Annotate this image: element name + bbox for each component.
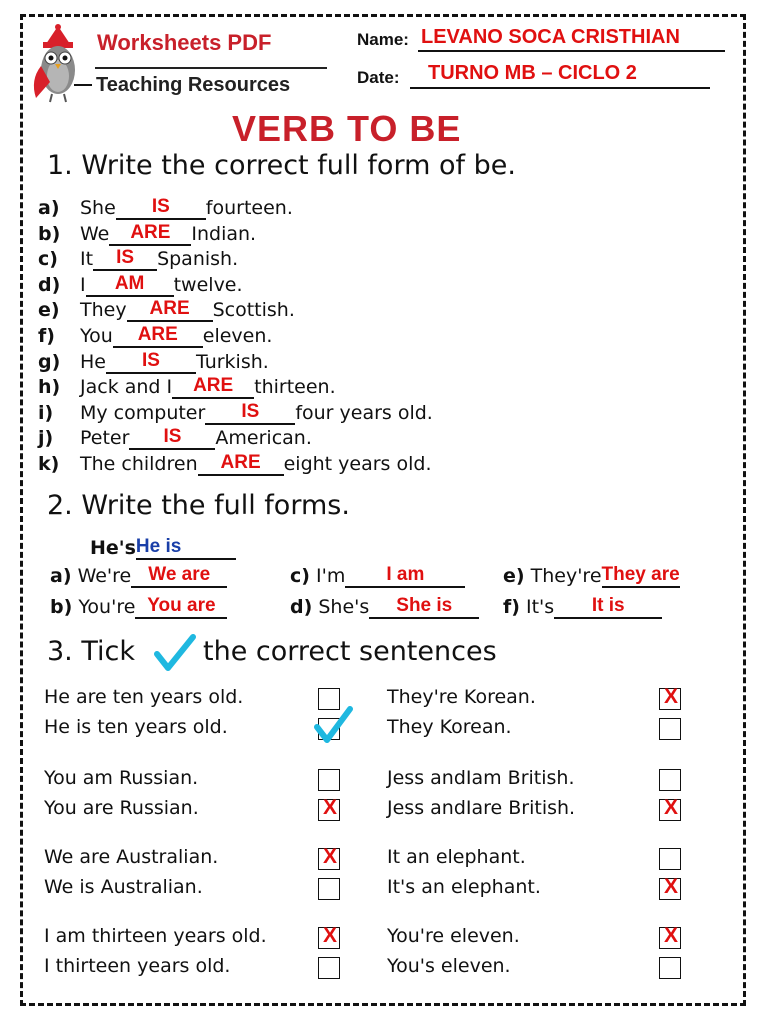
item-answer[interactable]: ARE <box>198 454 284 476</box>
exercise3-heading-end: the correct sentences <box>203 636 497 667</box>
checkbox[interactable] <box>318 718 340 740</box>
item-before: You <box>80 325 113 347</box>
exercise1-item <box>38 375 336 401</box>
checkbox[interactable] <box>318 769 340 791</box>
page-title: VERB TO BE <box>232 108 462 149</box>
item-after: American. <box>215 427 312 450</box>
exercise2-item <box>50 565 227 590</box>
item-before: He <box>80 350 106 373</box>
item-after: four years old. <box>295 401 433 424</box>
item-answer[interactable]: We are <box>131 566 227 588</box>
item-answer[interactable]: They are <box>602 566 680 588</box>
item-answer[interactable]: IS <box>129 428 215 450</box>
checkbox[interactable] <box>318 924 340 949</box>
checkbox[interactable] <box>659 848 681 870</box>
item-after: Indian. <box>191 222 257 245</box>
item-letter: d) <box>38 273 61 296</box>
item-answer[interactable]: ARE <box>172 377 254 399</box>
x-mark-icon: X <box>322 924 337 947</box>
x-mark-icon: X <box>663 685 678 708</box>
item-letter: j) <box>38 427 54 450</box>
exercise1-item <box>38 324 272 350</box>
sentence-right: They Korean. <box>387 716 512 738</box>
item-letter: g) <box>38 350 61 373</box>
sentence-right: It's an elephant. <box>387 876 541 898</box>
sentence-left: We are Australian. <box>44 846 219 868</box>
sentence-right: Jess andIare British. <box>387 797 576 819</box>
item-prompt: We're <box>77 565 132 587</box>
item-answer[interactable]: ARE <box>113 326 203 348</box>
example-answer: He is <box>136 538 236 560</box>
item-prompt: She's <box>318 596 370 618</box>
sentence-right: Jess andIam British. <box>387 767 575 789</box>
x-mark-icon: X <box>663 924 678 947</box>
date-label: Date: <box>357 68 400 87</box>
item-before: They <box>80 299 127 322</box>
item-prompt: They're <box>530 565 602 587</box>
item-before: Peter <box>80 427 130 450</box>
checkbox[interactable] <box>659 685 681 710</box>
name-value: LEVANO SOCA CRISTHIAN <box>421 26 680 48</box>
example-item <box>90 537 236 562</box>
sentence-left: He are ten years old. <box>44 686 244 708</box>
item-after: thirteen. <box>254 376 336 399</box>
item-prompt: You're <box>78 596 136 618</box>
item-before: She <box>80 197 116 219</box>
exercise2-item <box>290 596 479 621</box>
item-answer[interactable]: IS <box>93 249 157 271</box>
item-after: eleven. <box>202 325 273 347</box>
item-letter: e) <box>503 565 525 587</box>
item-after: Scottish. <box>212 299 295 322</box>
item-after: twelve. <box>173 273 243 296</box>
item-after: eight years old. <box>283 453 432 475</box>
checkbox[interactable] <box>659 875 681 900</box>
checkbox[interactable] <box>318 957 340 979</box>
item-letter: a) <box>50 565 72 587</box>
item-letter: b) <box>50 596 73 618</box>
item-answer[interactable]: AM <box>86 275 174 297</box>
item-prompt: I'm <box>316 565 346 587</box>
exercise1-item <box>38 298 295 324</box>
x-mark-icon: X <box>663 875 678 898</box>
sentence-left: I am thirteen years old. <box>44 925 267 947</box>
item-before: It <box>80 248 94 271</box>
sentence-left: We is Australian. <box>44 876 203 898</box>
item-letter: f) <box>38 325 55 347</box>
exercise1-item <box>38 196 293 222</box>
item-prompt: It's <box>526 596 555 618</box>
exercise1-item <box>38 401 433 427</box>
item-answer[interactable]: It is <box>554 597 662 619</box>
sentence-right: You's eleven. <box>387 955 511 977</box>
sentence-right: It an elephant. <box>387 846 526 868</box>
sentence-left: You am Russian. <box>44 767 199 789</box>
item-answer[interactable]: I am <box>345 566 465 588</box>
sentence-right: They're Korean. <box>387 686 536 708</box>
item-before: We <box>80 222 110 245</box>
sentence-left: He is ten years old. <box>44 716 228 738</box>
sentence-left: I thirteen years old. <box>44 955 231 977</box>
exercise1-item <box>38 222 256 248</box>
item-after: Spanish. <box>157 248 239 271</box>
checkbox[interactable] <box>659 796 681 821</box>
logo-divider <box>95 67 327 69</box>
item-letter: c) <box>290 565 310 587</box>
example-prompt: He's <box>90 537 136 559</box>
item-letter: k) <box>38 453 60 475</box>
item-answer[interactable]: She is <box>369 597 479 619</box>
sentence-right: You're eleven. <box>387 925 520 947</box>
item-letter: a) <box>38 197 60 219</box>
item-answer[interactable]: IS <box>116 198 206 220</box>
date-value: TURNO MB – CICLO 2 <box>428 62 637 84</box>
item-before: I <box>80 273 86 296</box>
exercise2-item <box>50 596 227 621</box>
x-mark-icon: X <box>322 796 337 819</box>
item-before: Jack and I <box>80 376 173 399</box>
item-before: The children <box>80 453 198 475</box>
checkbox[interactable] <box>659 957 681 979</box>
exercise2-item <box>503 565 680 590</box>
tick-icon <box>154 634 196 672</box>
item-letter: i) <box>38 401 54 424</box>
exercise3-heading-start: 3. Tick <box>47 636 135 667</box>
exercise1-item <box>38 350 269 376</box>
item-answer[interactable]: IS <box>106 352 196 374</box>
checkbox[interactable] <box>318 796 340 821</box>
tick-mark-icon <box>313 705 353 743</box>
item-answer[interactable]: ARE <box>109 224 191 246</box>
checkbox[interactable] <box>659 924 681 949</box>
item-letter: f) <box>503 596 520 618</box>
checkbox[interactable] <box>318 878 340 900</box>
name-underline <box>418 50 725 52</box>
exercise2-heading: 2. Write the full forms. <box>47 490 350 521</box>
checkbox[interactable] <box>318 845 340 870</box>
item-after: fourteen. <box>205 197 293 219</box>
name-label: Name: <box>357 30 409 49</box>
exercise1-item <box>38 452 432 478</box>
owl-logo-icon <box>28 24 94 106</box>
item-letter: d) <box>290 596 313 618</box>
sentence-left: You are Russian. <box>44 797 199 819</box>
item-letter: b) <box>38 222 61 245</box>
item-before: My computer <box>80 401 206 424</box>
exercise2-item <box>503 596 662 621</box>
x-mark-icon: X <box>322 845 337 868</box>
x-mark-icon: X <box>663 796 678 819</box>
logo-subtitle: Teaching Resources <box>96 74 291 96</box>
item-answer[interactable]: IS <box>205 403 295 425</box>
item-answer[interactable]: You are <box>135 597 227 619</box>
date-underline <box>410 87 710 89</box>
item-after: Turkish. <box>195 350 269 373</box>
item-answer[interactable]: ARE <box>127 300 213 322</box>
exercise1-heading: 1. Write the correct full form of be. <box>47 150 516 181</box>
exercise1-item <box>38 247 238 273</box>
checkbox[interactable] <box>659 718 681 740</box>
checkbox[interactable] <box>659 769 681 791</box>
logo-title: Worksheets PDF <box>97 30 272 55</box>
item-letter: c) <box>38 248 58 271</box>
item-letter: e) <box>38 299 60 322</box>
exercise2-item <box>290 565 465 590</box>
exercise1-item <box>38 426 312 452</box>
exercise1-item <box>38 273 243 299</box>
item-letter: h) <box>38 376 61 399</box>
